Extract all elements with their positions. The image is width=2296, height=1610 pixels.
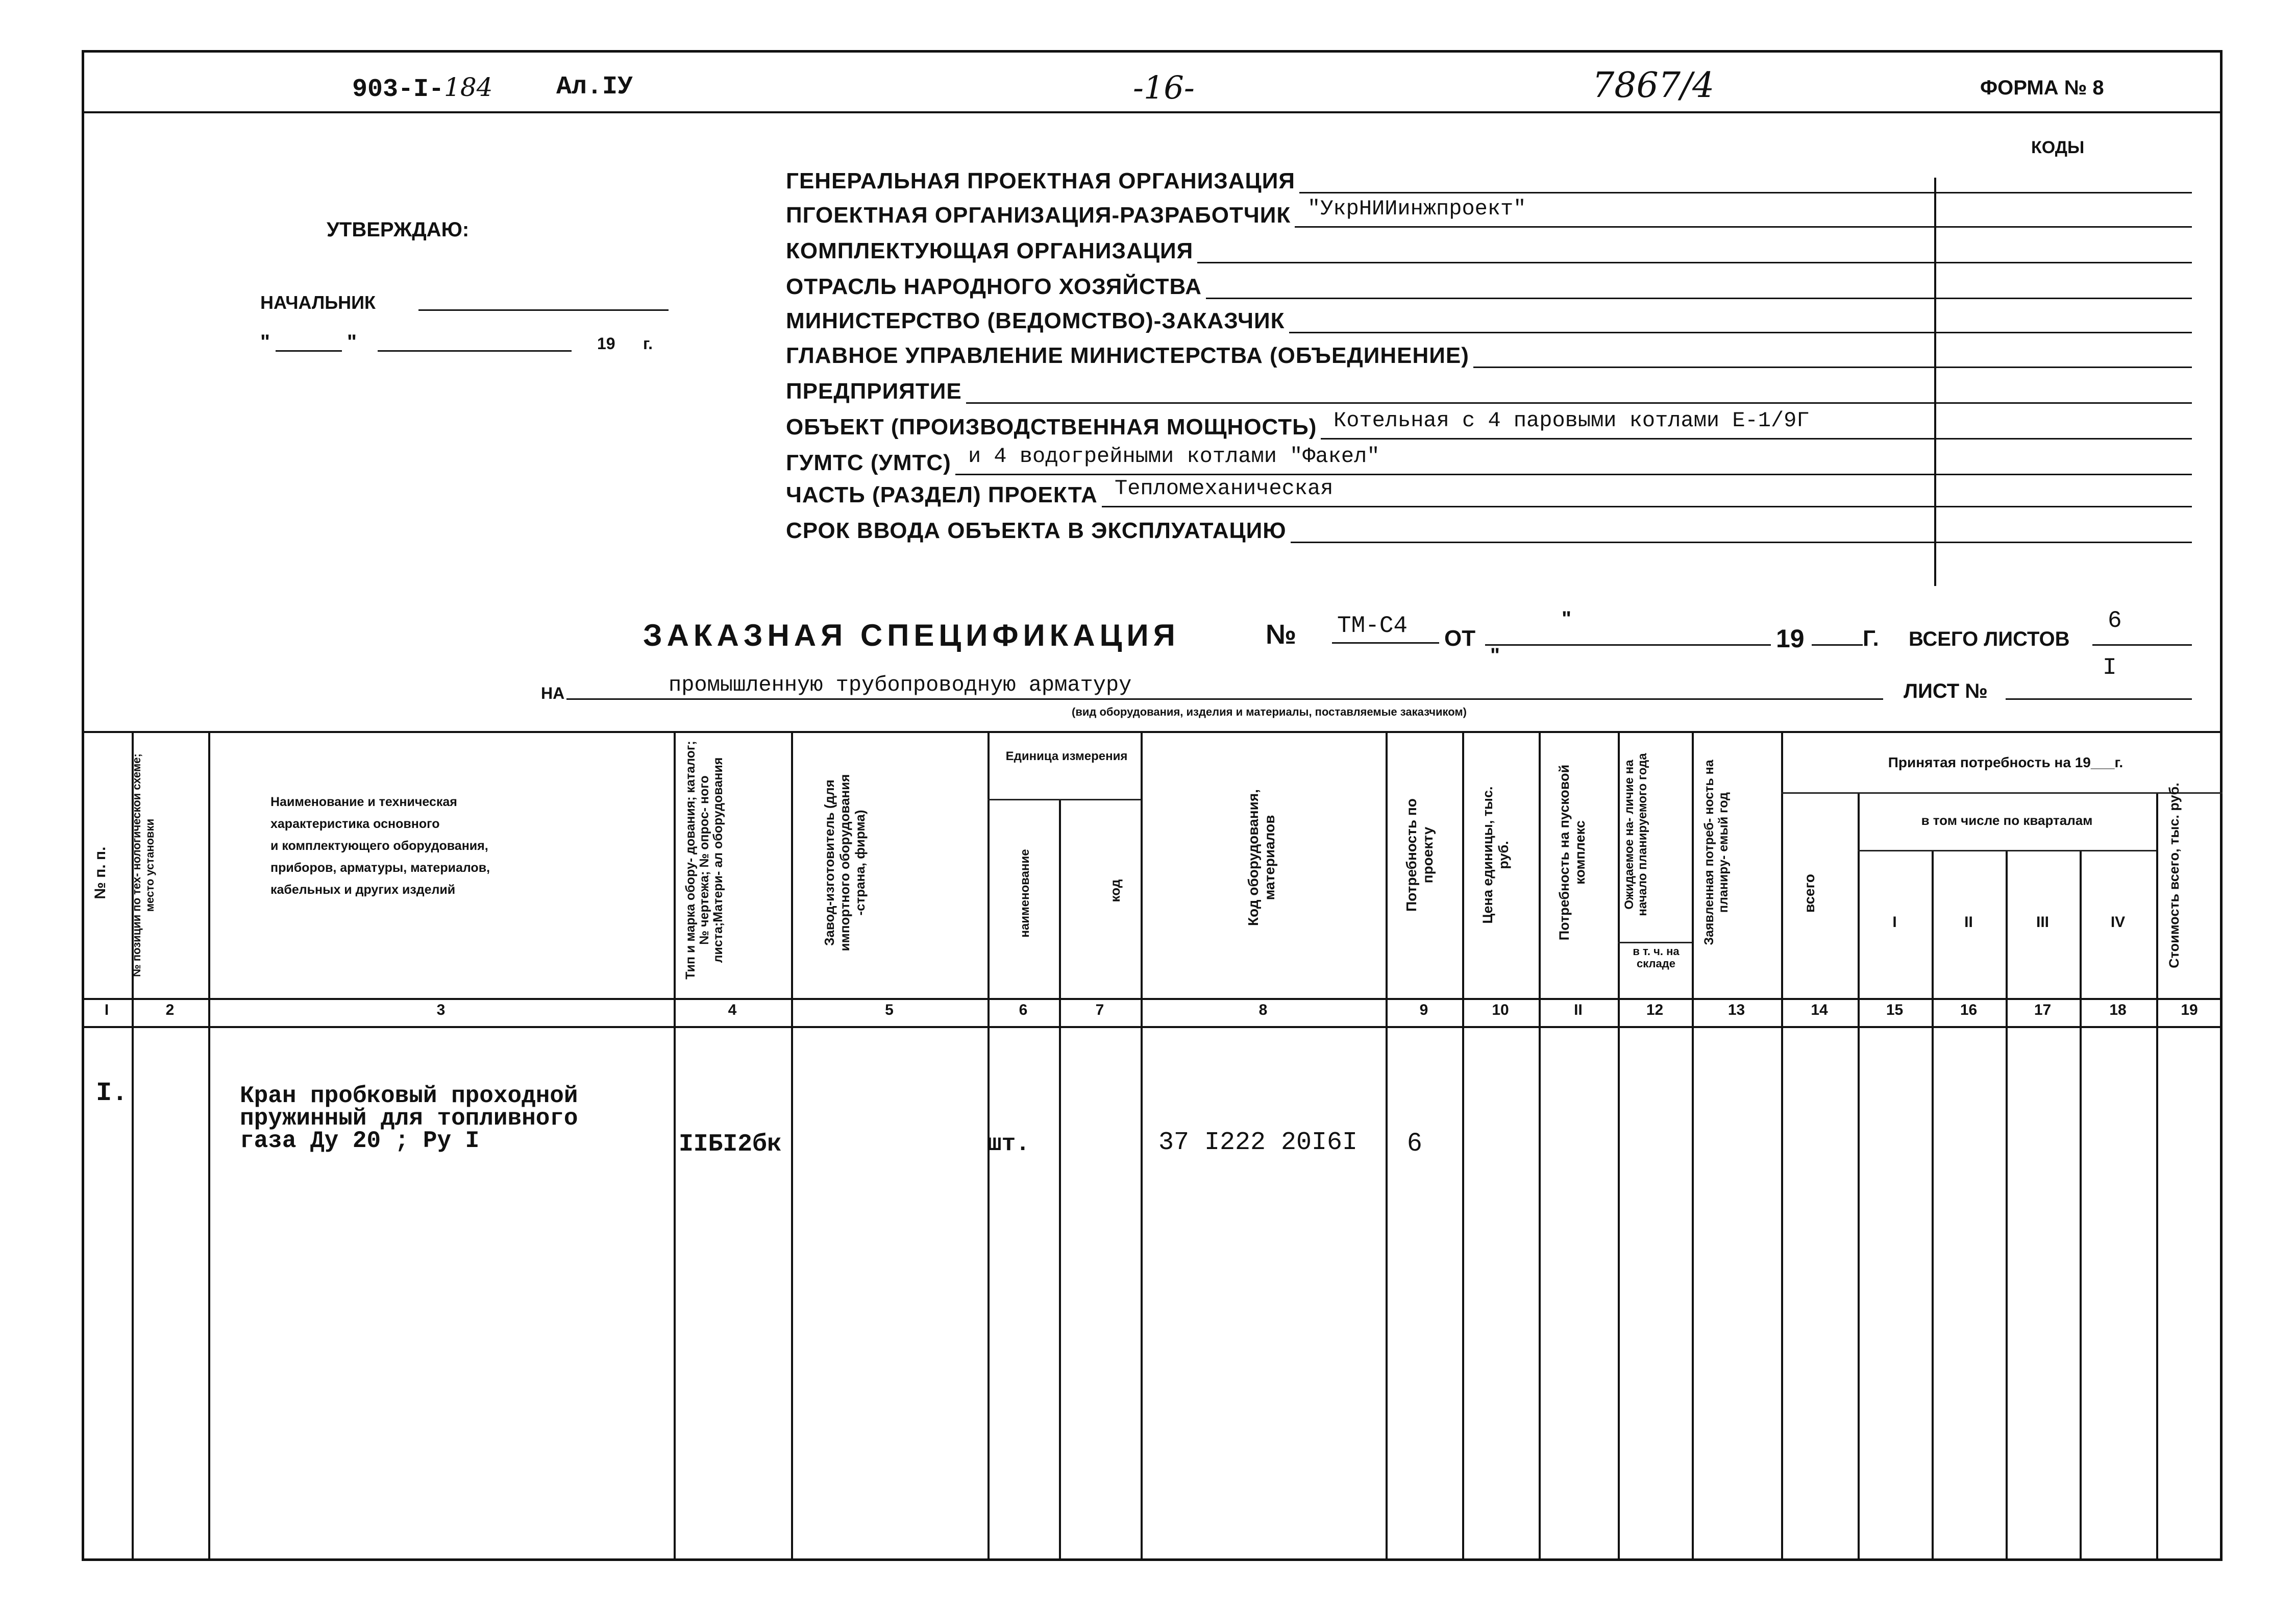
spec-title: ЗАКАЗНАЯ СПЕЦИФИКАЦИЯ <box>643 618 1180 652</box>
col6-header: наименование <box>1018 849 1032 938</box>
col1-header: № п. п. <box>92 846 109 899</box>
col12b-header: в т. ч. на складе <box>1633 945 1680 970</box>
row-equipment-code: 37 I222 20I6I <box>1158 1128 1358 1157</box>
column-number: 5 <box>885 1002 894 1018</box>
col14-header: всего <box>1801 873 1817 913</box>
table-column-line <box>2006 850 2008 1561</box>
column-number: 18 <box>2109 1002 2127 1018</box>
table-column-line <box>1858 792 1860 1561</box>
row-item-name <box>240 1085 578 1152</box>
column-number: 12 <box>1646 1002 1664 1018</box>
spec-number: ТМ-С4 <box>1337 613 1408 639</box>
table-column-line <box>1386 731 1388 1561</box>
unit-group-header: Единица измерения <box>1005 749 1128 763</box>
spec-year-line <box>1812 644 1863 646</box>
chief-label: НАЧАЛЬНИК <box>260 292 376 313</box>
row-need: 6 <box>1408 1128 1422 1156</box>
org-field-value: Тепломеханическая <box>1115 476 1334 501</box>
album-label: Ал.IУ <box>556 72 633 102</box>
col13-header: Заявленная потреб- ность на планиру- емый год <box>1702 760 1731 945</box>
col3-header-line: кабельных и других изделий <box>270 883 456 897</box>
row-unit: шт. <box>987 1131 1030 1157</box>
col9-header: Потребность по проекту <box>1403 798 1436 912</box>
org-field-line <box>1289 332 2192 333</box>
org-field-label: СРОК ВВОДА ОБЪЕКТА В ЭКСПЛУАТАЦИЮ <box>786 518 1287 543</box>
col15-header: I <box>1892 914 1897 931</box>
org-field-line <box>1197 262 2192 263</box>
quarters-group-header: в том числе по кварталам <box>1921 813 2093 828</box>
col16-header: II <box>1964 914 1973 931</box>
approval-date-close-quote: " <box>347 331 357 353</box>
column-number: 19 <box>2181 1002 2198 1018</box>
table-column-line <box>1932 850 1934 1561</box>
accepted-group-header: Принятая потребность на 19___г. <box>1888 754 2124 770</box>
quarters-group-line <box>1858 850 2156 851</box>
org-field-line <box>955 474 2192 475</box>
org-field-value: и 4 водогрейными котлами "Факел" <box>968 444 1380 469</box>
total-sheets-line <box>2092 644 2192 646</box>
total-sheets-label: ВСЕГО ЛИСТОВ <box>1909 628 2070 650</box>
item-name-line: газа Ду 20 ; Ру I <box>240 1128 480 1154</box>
column-number: 15 <box>1886 1002 1904 1018</box>
col3-header-line: и комплектующего оборудования, <box>270 839 488 853</box>
row-type: IIБI2бк <box>679 1131 782 1158</box>
form-number: ФОРМА № 8 <box>1980 77 2104 99</box>
spec-from-label: ОТ <box>1444 626 1476 651</box>
col3-header-line: приборов, арматуры, материалов, <box>270 861 490 875</box>
spec-subject-line <box>566 698 1883 700</box>
table-column-line <box>1059 799 1061 1561</box>
org-field-label: ЧАСТЬ (РАЗДЕЛ) ПРОЕКТА <box>786 482 1098 507</box>
col7-header: код <box>1107 879 1123 902</box>
col8-header: Код оборудования, материалов <box>1245 789 1277 926</box>
table-column-line <box>1141 731 1143 1561</box>
org-field-line <box>1473 367 2192 368</box>
column-number: 8 <box>1258 1002 1268 1018</box>
org-field-line <box>1206 298 2192 299</box>
org-field-label: ПРЕДПРИЯТИЕ <box>786 379 962 404</box>
approval-day-line <box>276 350 342 352</box>
table-column-line <box>2156 792 2158 1561</box>
row-number: I. <box>96 1078 128 1108</box>
table-column-line <box>1618 731 1620 1561</box>
col19-header: Стоимость всего, тыс. руб. <box>2166 783 2182 968</box>
approval-year-prefix: 19 <box>597 334 615 353</box>
warehouse-line <box>1618 942 1692 943</box>
spec-date-line <box>1485 644 1771 646</box>
table-column-line <box>1692 731 1694 1561</box>
approval-month-line <box>378 350 572 352</box>
codes-label: КОДЫ <box>2031 138 2085 157</box>
column-number: 10 <box>1492 1002 1509 1018</box>
codes-divider <box>1934 178 1936 586</box>
spec-year-suffix: Г. <box>1863 626 1879 651</box>
spec-number-line <box>1332 642 1439 644</box>
table-column-line <box>2080 850 2082 1561</box>
unit-group-line <box>987 799 1141 800</box>
column-number: 3 <box>436 1002 446 1018</box>
org-field-line <box>1321 438 2192 440</box>
accepted-group-line <box>1781 792 2223 794</box>
org-field-line <box>1295 226 2192 228</box>
column-number: 9 <box>1419 1002 1428 1018</box>
spec-date-open-quote: " <box>1562 607 1571 630</box>
approval-date-open-quote: " <box>260 331 270 353</box>
item-name-line: пружинный для топливного <box>240 1105 578 1132</box>
column-number: 7 <box>1095 1002 1104 1018</box>
subject-caption: (вид оборудования, изделия и материалы, поставляемые заказчиком) <box>1072 705 1467 718</box>
org-field-label: ГЕНЕРАЛЬНАЯ ПРОЕКТНАЯ ОРГАНИЗАЦИЯ <box>786 168 1295 193</box>
col18-header: IV <box>2110 914 2126 931</box>
org-field-label: ПГОЕКТНАЯ ОРГАНИЗАЦИЯ-РАЗРАБОТЧИК <box>786 203 1291 228</box>
org-field-label: ОБЪЕКТ (ПРОИЗВОДСТВЕННАЯ МОЩНОСТЬ) <box>786 414 1317 440</box>
col5-header: Завод-изготовитель (для импортного оборудования -страна, фирма) <box>822 774 868 952</box>
org-field-label: ГУМТС (УМТС) <box>786 450 951 475</box>
column-number: 2 <box>165 1002 175 1018</box>
header-bottom-line <box>82 998 2223 1000</box>
org-field-label: МИНИСТЕРСТВО (ВЕДОМСТВО)-ЗАКАЗЧИК <box>786 308 1285 333</box>
approval-year-suffix: г. <box>643 334 653 353</box>
colnum-bottom-line <box>82 1026 2223 1028</box>
col4-header: Тип и марка обору- дования; каталог; № чертежа; № опрос- ного листа;Матери- ал оборудования <box>683 741 725 980</box>
org-field-label: КОМПЛЕКТУЮЩАЯ ОРГАНИЗАЦИЯ <box>786 238 1194 263</box>
spec-date-close-quote: " <box>1490 644 1500 667</box>
column-number: 13 <box>1727 1002 1745 1018</box>
column-number: I <box>104 1002 109 1018</box>
col11-header: Потребность на пусковой комплекс <box>1557 764 1588 941</box>
org-field-value: "УкрНИИинжпроект" <box>1307 197 1526 221</box>
chief-signature-line <box>418 309 669 311</box>
total-sheets: 6 <box>2108 607 2122 634</box>
column-number: II <box>1574 1002 1583 1018</box>
spec-year-label: 19 <box>1776 624 1805 653</box>
table-column-line <box>1781 731 1783 1561</box>
page-number: -16- <box>1133 69 1195 106</box>
inventory-number: 7867/4 <box>1592 65 1715 106</box>
table-column-line <box>1539 731 1541 1561</box>
col3-header <box>270 791 669 901</box>
header-divider <box>82 111 2223 113</box>
spec-subject: промышленную трубопроводную арматуру <box>669 673 1132 697</box>
column-number: 6 <box>1019 1002 1028 1018</box>
sheet-number: I <box>2103 654 2117 681</box>
org-field-line <box>1102 506 2192 507</box>
org-field-label: ГЛАВНОЕ УПРАВЛЕНИЕ МИНИСТЕРСТВА (ОБЪЕДИНЕНИЕ) <box>786 343 1469 368</box>
doc-code: 903-I-184 <box>352 72 493 104</box>
spec-for-label: НА <box>541 684 565 702</box>
spec-number-label: № <box>1266 619 1297 650</box>
column-number: 4 <box>728 1002 737 1018</box>
org-field-label: ОТРАСЛЬ НАРОДНОГО ХОЗЯЙСТВА <box>786 274 1202 299</box>
col3-header-line: характеристика основного <box>270 817 440 831</box>
col2-header: № позиции по тех- нологической схеме; место установки <box>130 753 156 977</box>
column-number: 17 <box>2034 1002 2052 1018</box>
sheet-number-label: ЛИСТ № <box>1904 680 1988 702</box>
table-column-line <box>1462 731 1464 1561</box>
approval-title: УТВЕРЖДАЮ: <box>327 218 470 241</box>
col17-header: III <box>2036 914 2049 931</box>
column-number: 14 <box>1811 1002 1828 1018</box>
table-column-line <box>674 731 676 1561</box>
org-field-line <box>1291 542 2192 543</box>
col3-header-line: Наименование и техническая <box>270 795 457 809</box>
org-field-line <box>966 402 2192 404</box>
table-column-line <box>208 731 210 1561</box>
col12-header: Ожидаемое на- личие на начало планируемого года <box>1622 753 1649 916</box>
table-column-line <box>791 731 793 1561</box>
org-field-line <box>1299 192 2192 193</box>
item-name-line: Кран пробковый проходной <box>240 1083 578 1109</box>
col10-header: Цена единицы, тыс. руб. <box>1480 786 1511 924</box>
column-number: 16 <box>1960 1002 1978 1018</box>
table-top-line <box>82 731 2223 733</box>
sheet-number-line <box>2006 698 2192 700</box>
org-field-value: Котельная с 4 паровыми котлами Е-1/9Г <box>1334 408 1810 433</box>
